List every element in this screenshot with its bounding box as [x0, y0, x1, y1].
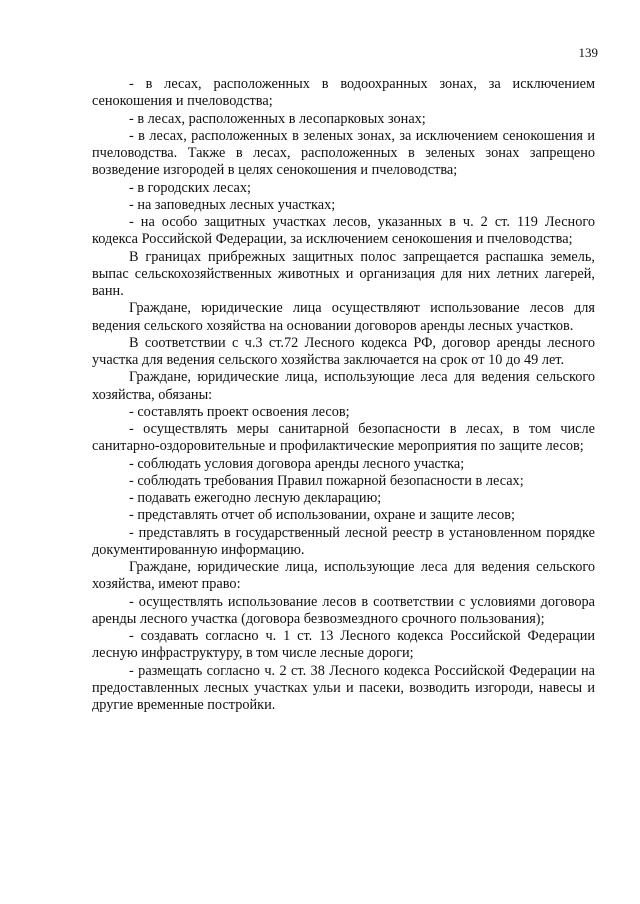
list-item-sanitary-safety: - осуществлять меры санитарной безопасности в лесах, в том числе санитарно-оздоровительные и профилактические мероприятия по защите лесов;	[92, 421, 595, 455]
list-item-specially-protected-plots: - на особо защитных участках лесов, указанных в ч. 2 ст. 119 Лесного кодекса Российской Федерации, за исключением сенокошения и пчеловодства;	[92, 214, 595, 248]
list-item-green-zones: - в лесах, расположенных в зеленых зонах, за исключением сенокошения и пчеловодства. Также в лесах, расположенных в зеленых зонах запрещено возведение изгородей в целях сенокошения и пчеловодства;	[92, 127, 595, 179]
body-text	[92, 76, 595, 714]
list-item-lease-terms: - соблюдать условия договора аренды лесного участка;	[129, 455, 465, 472]
list-item-forest-registry: - представлять в государственный лесной реестр в установленном порядке документированную информацию.	[92, 524, 595, 558]
list-item-fire-safety: - соблюдать требования Правил пожарной безопасности в лесах;	[129, 472, 524, 489]
paragraph-obligations-intro: Граждане, юридические лица, использующие леса для ведения сельского хозяйства, обязаны:	[92, 369, 595, 403]
list-item-city-forests: - в городских лесах;	[129, 179, 251, 196]
list-item-infrastructure: - создавать согласно ч. 1 ст. 13 Лесного кодекса Российской Федерации лесную инфраструктуру, в том числе лесные дороги;	[92, 628, 595, 662]
paragraph-rights-intro: Граждане, юридические лица, использующие леса для ведения сельского хозяйства, имеют право:	[92, 559, 595, 593]
paragraph-coastal-strips: В границах прибрежных защитных полос запрещается распашка земель, выпас сельскохозяйственных животных и организация для них летних лагерей, ванн.	[92, 248, 595, 299]
list-item-development-project: - составлять проект освоения лесов;	[129, 403, 350, 420]
list-item-water-protection-zones: - в лесах, расположенных в водоохранных зонах, за исключением сенокошения и пчеловодства;	[92, 76, 595, 110]
paragraph-lease-basis: Граждане, юридические лица осуществляют использование лесов для ведения сельского хозяйства на основании договоров аренды лесных участков.	[92, 300, 595, 334]
list-item-use-per-contract: - осуществлять использование лесов в соответствии с условиями договора аренды лесного участка (договора безвозмездного срочного пользования);	[92, 593, 595, 627]
list-item-forest-declaration: - подавать ежегодно лесную декларацию;	[129, 490, 382, 506]
list-item-apiaries: - размещать согласно ч. 2 ст. 38 Лесного кодекса Российской Федерации на предоставленных лесных участках ульи и пасеки, возводить изгороди, навесы и другие временные постройки.	[92, 662, 595, 713]
page-number: 139	[578, 45, 598, 60]
list-item-reserved-plots: - на заповедных лесных участках;	[129, 196, 336, 213]
list-item-forest-park-zones: - в лесах, расположенных в лесопарковых зонах;	[129, 110, 426, 127]
list-item-usage-report: - представлять отчет об использовании, охране и защите лесов;	[129, 507, 515, 524]
paragraph-lease-term: В соответствии с ч.3 ст.72 Лесного кодекса РФ, договор аренды лесного участка для ведения сельского хозяйства заключается на срок от 10 до 49 лет.	[92, 334, 595, 368]
